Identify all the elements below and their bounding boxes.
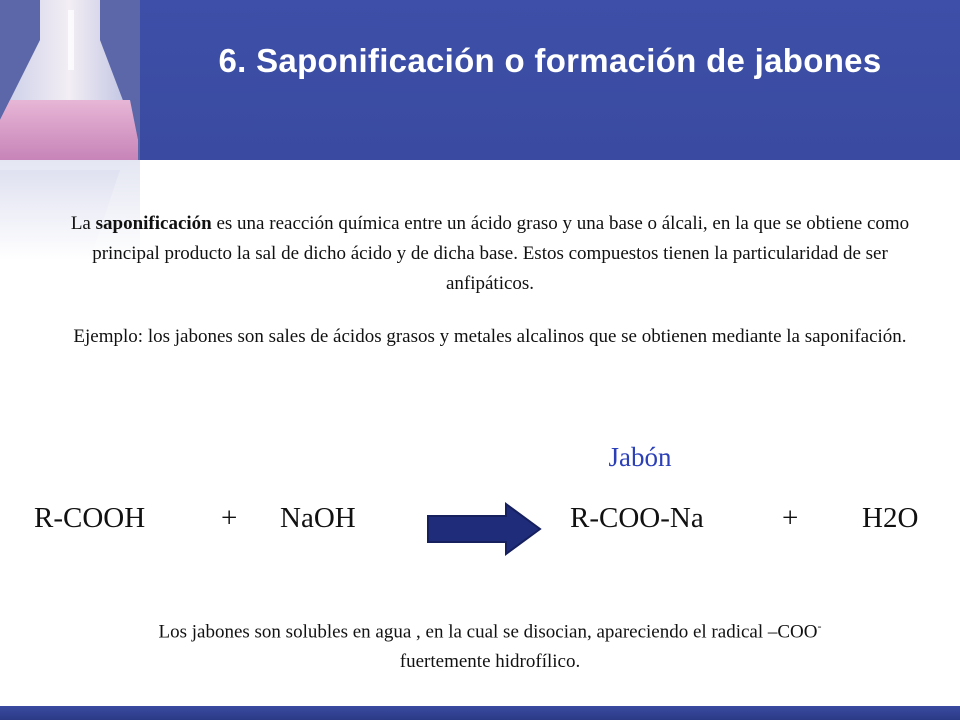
reactant-base: NaOH — [280, 502, 356, 534]
product-water: H2O — [862, 502, 919, 534]
right-arrow-icon — [426, 502, 542, 556]
footer-band — [0, 706, 960, 720]
plus-sign-2: + — [782, 502, 799, 534]
solubility-line1: Los jabones son solubles en agua , en la cual se disocian, apareciendo el radical –COO — [158, 621, 818, 643]
reactant-acid: R-COOH — [34, 502, 146, 534]
soap-label: Jabón — [608, 442, 672, 472]
slide-title: 6. Saponificación o formación de jabones — [218, 42, 882, 79]
example-paragraph: Ejemplo: los jabones son sales de ácidos grasos y metales alcalinos que se obtienen mediante la saponifación. — [73, 326, 907, 347]
negative-charge: - — [817, 619, 822, 633]
intro-paragraph — [60, 209, 920, 299]
intro-prefix: La — [70, 213, 96, 234]
intro-suffix: es una reacción química entre un ácido graso y una base o álcali, en la que se obtiene como principal producto la sal de dicho ácido y de dicha base. Estos compuestos tienen la particularidad de ser anfipáticos. — [92, 213, 910, 294]
product-soap: R-COO-Na — [570, 502, 704, 534]
plus-sign-1: + — [221, 502, 238, 534]
saponification-term: saponificación — [95, 213, 212, 234]
solubility-line2: fuertemente hidrofílico. — [399, 651, 581, 673]
solubility-paragraph — [60, 611, 920, 677]
